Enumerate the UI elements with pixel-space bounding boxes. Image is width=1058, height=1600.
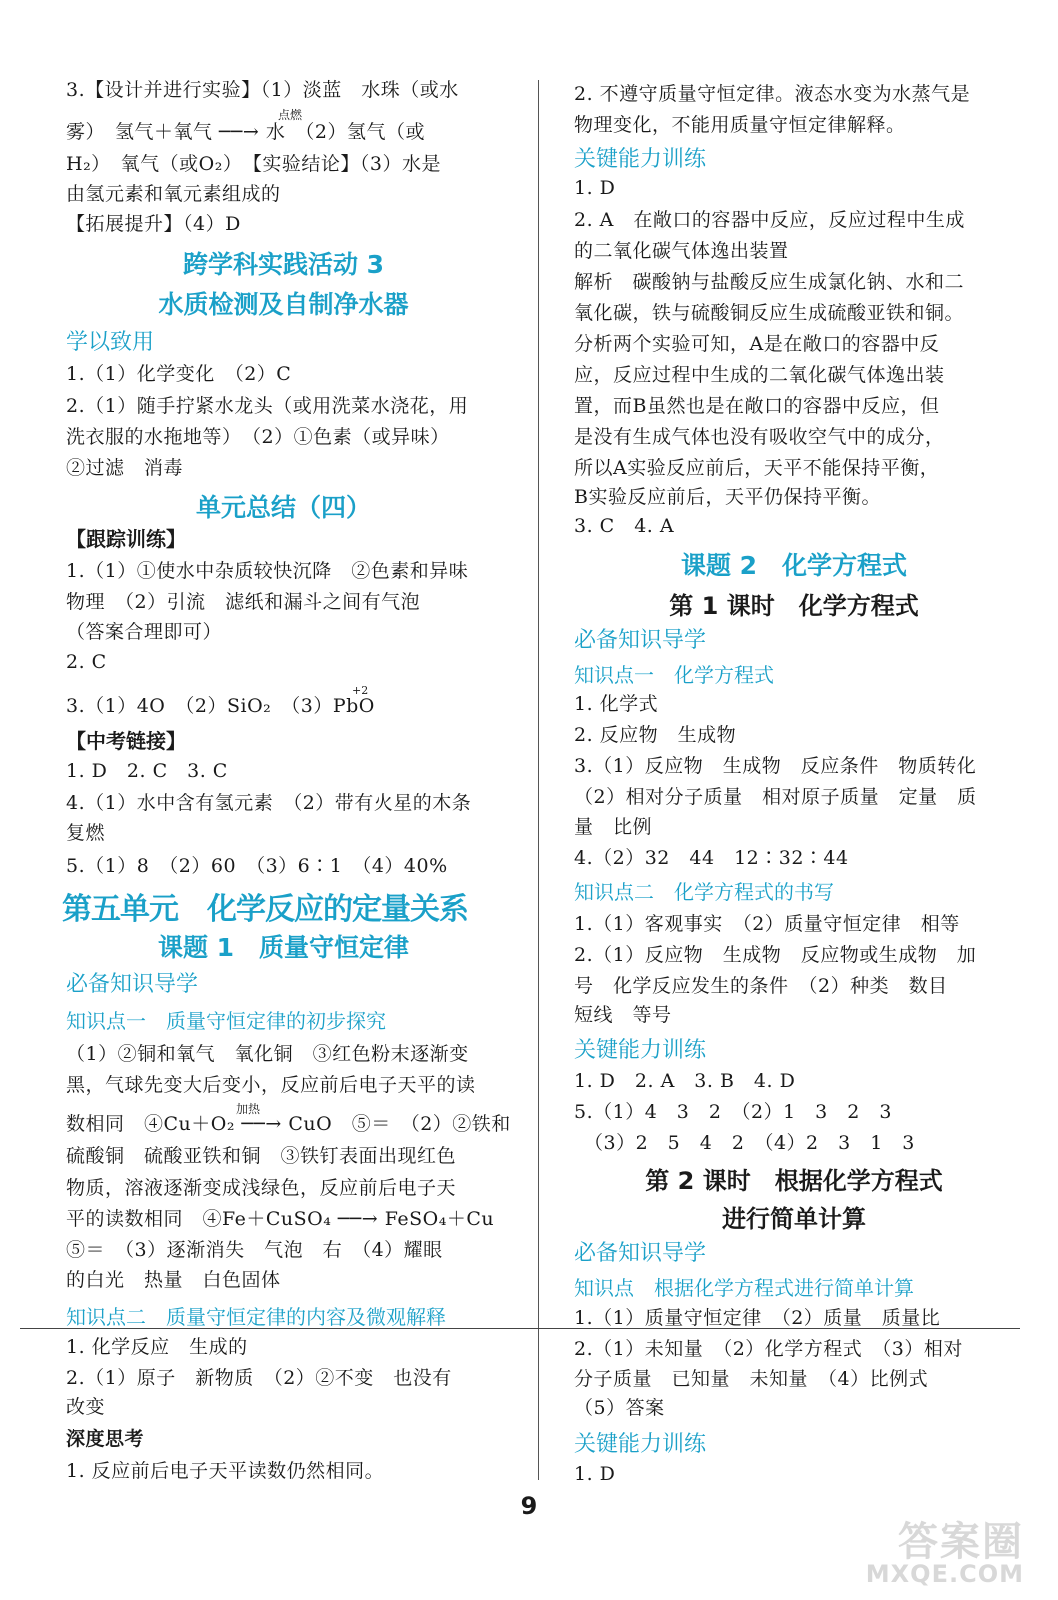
text-line: 3.（1）反应物 生成物 反应条件 物质转化 xyxy=(574,755,977,777)
text-line: 2. A 在敞口的容器中反应，反应过程中生成 xyxy=(574,209,965,231)
text-line: 氧化碳，铁与硫酸铜反应生成硫酸亚铁和铜。 xyxy=(574,302,965,324)
text-line: 应，反应过程中生成的二氧化碳气体逸出装 xyxy=(574,364,945,386)
text-line: 1. D 2. A 3. B 4. D xyxy=(574,1070,796,1092)
text-line: 硫酸铜 硫酸亚铁和铜 ③铁钉表面出现红色 xyxy=(66,1145,457,1167)
knowledge-point: 知识点一 化学方程式 xyxy=(574,663,774,687)
text-line: （5）答案 xyxy=(574,1397,665,1419)
text-line: 短线 等号 xyxy=(574,1004,672,1026)
text-line: 3.【设计并进行实验】（1）淡蓝 水珠（或水 xyxy=(66,79,459,101)
text-line: 5.（1）4 3 2 （2）1 3 2 3 xyxy=(574,1101,892,1123)
column-divider xyxy=(538,80,539,1480)
knowledge-point: 知识点一 质量守恒定律的初步探究 xyxy=(66,1009,386,1033)
reaction-condition: 加热 xyxy=(236,1102,261,1116)
period-title: 第 1 课时 化学方程式 xyxy=(669,592,919,620)
text-line: 5.（1）8 （2）60 （3）6∶1 （4）40% xyxy=(66,855,448,877)
activity-title: 跨学科实践活动 3 xyxy=(182,250,385,279)
text-line: 数相同 ④Cu＋O₂ ──→ CuO ⑤＝ （2）②铁和 xyxy=(66,1113,511,1135)
text-line: 1.（1）化学变化 （2）C xyxy=(66,363,292,385)
text-line: 改变 xyxy=(66,1396,106,1418)
text-line: 1. 化学式 xyxy=(574,693,659,715)
text-line: H₂） 氧气（或O₂） 【实验结论】（3）水是 xyxy=(66,153,441,175)
text-line: 2.（1）随手拧紧水龙头（或用洗菜水浇花，用 xyxy=(66,395,469,417)
text-line: 物理 （2）引流 滤纸和漏斗之间有气泡 xyxy=(66,591,421,613)
text-line: 1. D xyxy=(574,177,616,199)
text-line: ②过滤 消毒 xyxy=(66,457,184,479)
text-line: 平的读数相同 ④Fe＋CuSO₄ ──→ FeSO₄＋Cu xyxy=(66,1208,495,1230)
text-line: B实验反应前后，天平仍保持平衡。 xyxy=(574,486,881,508)
text-line: 2. C xyxy=(66,651,107,673)
text-line: 4.（2）32 44 12∶32∶44 xyxy=(574,847,849,869)
deep-thinking-heading: 深度思考 xyxy=(66,1428,145,1450)
text-line: 分子质量 已知量 未知量 （4）比例式 xyxy=(574,1368,929,1390)
text-line: 是没有生成气体也没有吸收空气中的成分， xyxy=(574,426,945,448)
section-heading: 关键能力训练 xyxy=(574,147,707,172)
watermark-top: 答案圈 xyxy=(898,1519,1024,1565)
text-line: 1. D 2. C 3. C xyxy=(66,760,228,782)
knowledge-point: 知识点 根据化学方程式进行简单计算 xyxy=(574,1276,914,1300)
watermark-logo xyxy=(800,1510,1030,1590)
watermark-text: MXQE.COM xyxy=(865,1560,1024,1588)
text-line: 3. C 4. A xyxy=(574,515,675,537)
activity-subtitle: 水质检测及自制净水器 xyxy=(158,290,409,319)
page-number: 9 xyxy=(520,1492,538,1520)
reaction-condition: 点燃 xyxy=(278,108,303,122)
text-line: ⑤＝ （3）逐渐消失 气泡 右 （4）耀眼 xyxy=(66,1239,443,1261)
text-line: 物理变化，不能用质量守恒定律解释。 xyxy=(574,114,906,136)
text-line: 的二氧化碳气体逸出装置 xyxy=(574,240,789,262)
text-line: 置，而B虽然也是在敞口的容器中反应，但 xyxy=(574,395,940,417)
text-line: 2.（1）原子 新物质 （2）②不变 也没有 xyxy=(66,1367,452,1389)
text-line: 洗衣服的水拖地等） （2）①色素（或异味） xyxy=(66,426,450,448)
text-line: 1. 反应前后电子天平读数仍然相同。 xyxy=(66,1460,385,1482)
bracket-heading: 【中考链接】 xyxy=(66,729,186,753)
bracket-heading: 【跟踪训练】 xyxy=(66,527,186,551)
knowledge-point: 知识点二 化学方程式的书写 xyxy=(574,880,834,904)
text-line: 2.（1）反应物 生成物 反应物或生成物 加 xyxy=(574,944,977,966)
section-heading: 关键能力训练 xyxy=(574,1432,707,1457)
text-line: 所以A实验反应前后，天平不能保持平衡， xyxy=(574,457,940,479)
text-line: 3.（1）4O （2）SiO₂ （3）PbO xyxy=(66,695,375,717)
text-line: 【拓展提升】（4）D xyxy=(66,213,241,235)
text-line: 1.（1）质量守恒定律 （2）质量 质量比 xyxy=(574,1307,941,1329)
section-heading: 关键能力训练 xyxy=(574,1038,707,1063)
text-line: 复燃 xyxy=(66,822,106,844)
lesson-title: 课题 1 质量守恒定律 xyxy=(157,933,410,962)
section-heading: 必备知识导学 xyxy=(66,972,199,997)
text-line: 2.（1）未知量 （2）化学方程式 （3）相对 xyxy=(574,1338,963,1360)
knowledge-point: 知识点二 质量守恒定律的内容及微观解释 xyxy=(66,1305,446,1329)
valence-mark: +2 xyxy=(352,684,369,697)
text-line: （答案合理即可） xyxy=(66,621,223,643)
text-line: 物质，溶液逐渐变成浅绿色，反应前后电子天 xyxy=(66,1177,457,1199)
period-subtitle: 进行简单计算 xyxy=(722,1205,866,1233)
text-line: 解析 碳酸钠与盐酸反应生成氯化钠、水和二 xyxy=(574,271,965,293)
text-line: 的白光 热量 白色固体 xyxy=(66,1269,281,1291)
text-line: 由氢元素和氧元素组成的 xyxy=(66,183,281,205)
text-line: 4.（1）水中含有氢元素 （2）带有火星的木条 xyxy=(66,792,472,814)
text-line: 号 化学反应发生的条件 （2）种类 数目 xyxy=(574,975,948,997)
text-line: 1.（1）客观事实 （2）质量守恒定律 相等 xyxy=(574,913,960,935)
unit-title: 第五单元 化学反应的定量关系 xyxy=(62,892,468,927)
text-line: 雾） 氢气＋氧气 ──→ 水 （2）氢气（或 xyxy=(66,121,425,143)
text-line: （3）2 5 4 2 （4）2 3 1 3 xyxy=(574,1132,915,1154)
text-line: 2. 反应物 生成物 xyxy=(574,724,737,746)
text-line: 黑，气球先变大后变小，反应前后电子天平的读 xyxy=(66,1074,476,1096)
section-heading: 必备知识导学 xyxy=(574,1241,707,1266)
text-line: 1.（1）①使水中杂质较快沉降 ②色素和异味 xyxy=(66,560,469,582)
text-line: （1）②铜和氧气 氧化铜 ③红色粉末逐渐变 xyxy=(66,1043,469,1065)
text-line: （2）相对分子质量 相对原子质量 定量 质 xyxy=(574,786,977,808)
summary-title: 单元总结（四） xyxy=(195,493,371,522)
lesson-title: 课题 2 化学方程式 xyxy=(680,551,908,580)
period-title: 第 2 课时 根据化学方程式 xyxy=(645,1167,943,1195)
text-line: 量 比例 xyxy=(574,816,653,838)
text-line: 1. 化学反应 生成的 xyxy=(66,1336,248,1358)
text-line: 2. 不遵守质量守恒定律。液态水变为水蒸气是 xyxy=(574,83,971,105)
section-heading: 学以致用 xyxy=(66,330,155,355)
text-line: 1. D xyxy=(574,1463,616,1485)
section-heading: 必备知识导学 xyxy=(574,628,707,653)
text-line: 分析两个实验可知，A是在敞口的容器中反 xyxy=(574,333,940,355)
